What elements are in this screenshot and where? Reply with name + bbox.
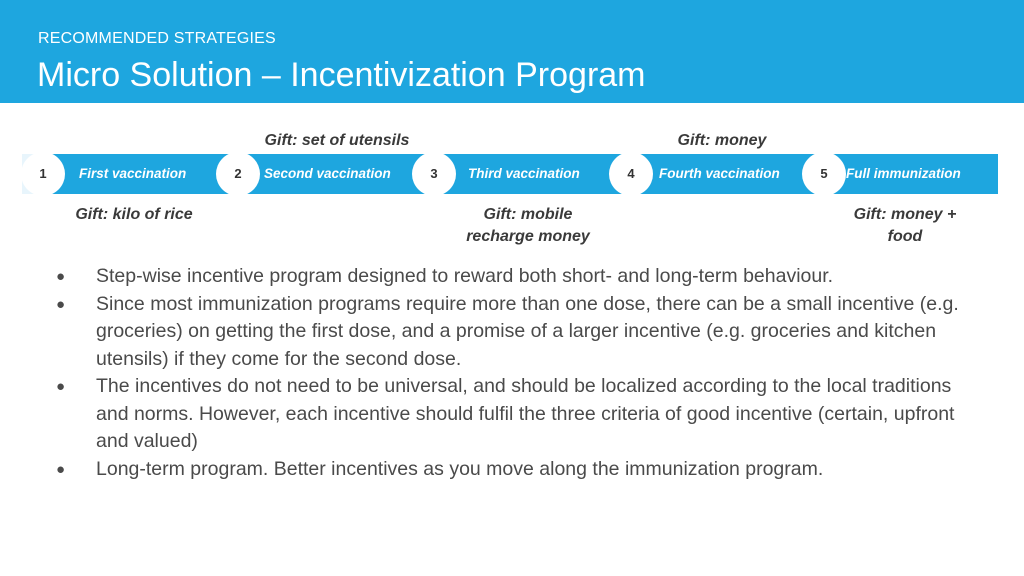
gift-label-recharge: Gift: mobile recharge money [466, 206, 590, 245]
bullet-text: The incentives do not need to be universal, and should be localized according to the local traditions and norms. However, each incentive should fulfil the three criteria of good incentive (certain, upfront and valued) [96, 375, 955, 452]
step-number-3: 3 [412, 152, 456, 196]
step-label-third-vaccination: Third vaccination [468, 166, 580, 181]
timeline-segment-2 [240, 154, 436, 194]
timeline-segment-1 [44, 154, 240, 194]
page-title: Micro Solution – Incentivization Program [37, 56, 646, 94]
gift-label-money: Gift: money [677, 132, 767, 149]
step-label-second-vaccination: Second vaccination [264, 166, 391, 181]
step-number-4: 4 [609, 152, 653, 196]
bullet-item [56, 263, 986, 291]
bullet-text: Step-wise incentive program designed to reward both short- and long-term behaviour. [96, 265, 834, 287]
bullet-dot: ● [56, 460, 66, 478]
step-label-full-immunization: Full immunization [846, 166, 961, 181]
gift-label-money-food: Gift: money + food [853, 206, 957, 245]
bullet-dot: ● [56, 268, 66, 285]
timeline-segment-3 [436, 154, 632, 194]
step-number-2: 2 [216, 152, 260, 196]
timeline-segment-4 [632, 154, 828, 194]
step-label-first-vaccination: First vaccination [79, 166, 187, 181]
step-number-1: 1 [21, 152, 65, 196]
bullet-list [56, 263, 986, 483]
section-kicker: RECOMMENDED STRATEGIES [38, 30, 276, 47]
bullet-item [56, 373, 986, 456]
step-label-fourth-vaccination: Fourth vaccination [659, 166, 780, 181]
bullet-text: Since most immunization programs require more than one dose, there can be a small incentive (e.g. groceries) on getting the first dose, and a promise of a larger incentive (e.g. groceries and kitchen utensils) if they come for the second dose. [96, 292, 959, 370]
timeline-segment-5 [828, 154, 998, 194]
header-bar [0, 0, 1024, 103]
bullet-item [56, 456, 986, 484]
incentive-timeline [22, 124, 1012, 254]
gift-label-utensils: Gift: set of utensils [264, 132, 410, 149]
bullet-text: Long-term program. Better incentives as you move along the immunization program. [96, 457, 824, 480]
step-number-5: 5 [802, 152, 846, 196]
bullet-dot: ● [56, 295, 66, 313]
bullet-dot: ● [56, 378, 66, 395]
bullet-item [56, 291, 986, 374]
gift-label-rice: Gift: kilo of rice [75, 206, 193, 223]
